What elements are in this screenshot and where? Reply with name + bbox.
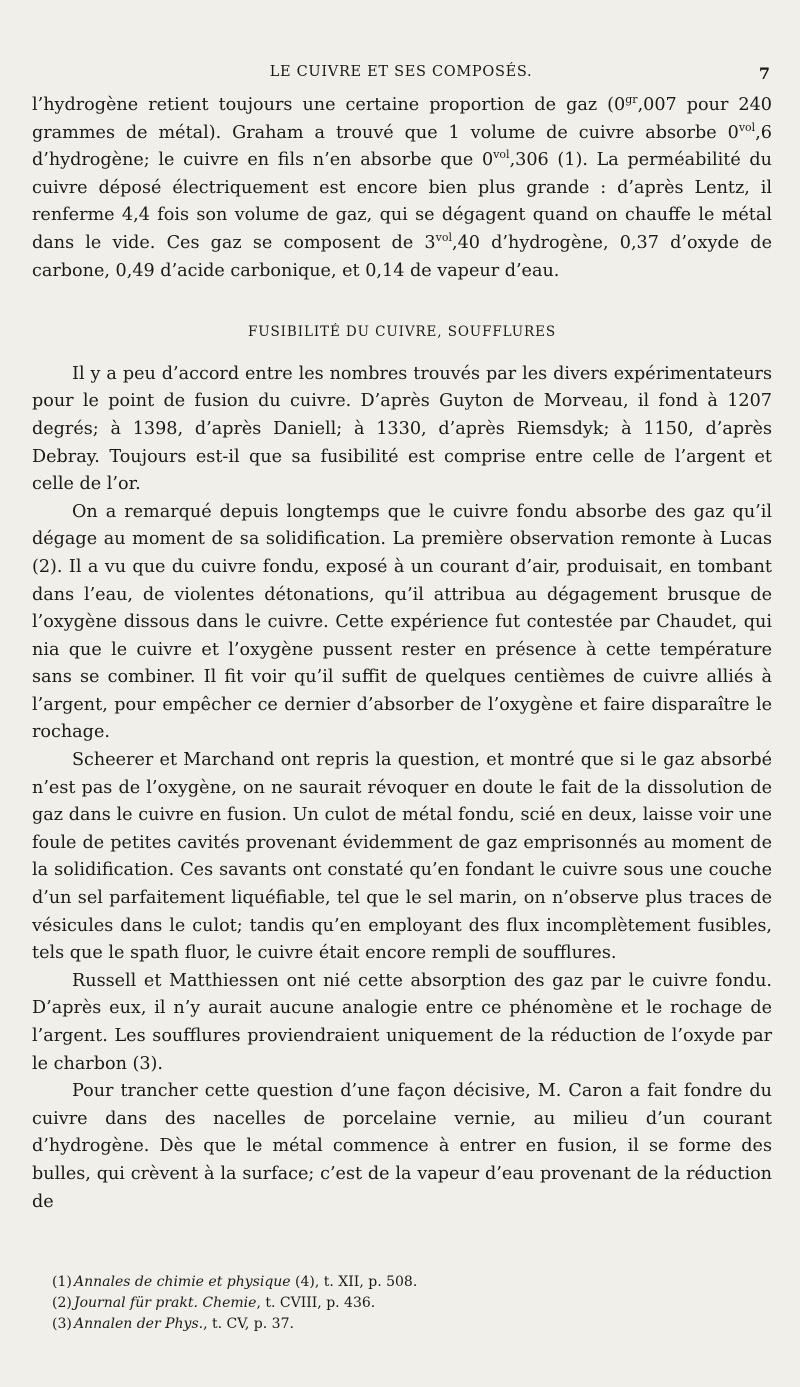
footnote-number: (1)	[52, 1274, 72, 1290]
footnote-source-title: Annalen der Phys.	[74, 1316, 204, 1332]
text-run: ,007 pour 240 grammes de métal). Graham a trouvé que 1 volume de cuivre absorbe 0	[32, 95, 772, 143]
paragraph: Pour trancher cette question d’une façon décisive, M. Caron a fait fondre du cuivre dans des nacelles de porcelaine vernie, au milieu d’un courant d’hydrogène. Dès que le métal commence à entrer en fusion, il se forme des bulles, qui crèvent à la surface; c’est de la vapeur d’eau provenant de la réduction de	[32, 1081, 772, 1212]
footnote-number: (2)	[52, 1295, 72, 1311]
footnote-source-title: Annales de chimie et physique	[74, 1274, 291, 1290]
section-heading: FUSIBILITÉ DU CUIVRE, SOUFFLURES	[247, 324, 556, 341]
superscript-unit: vol	[435, 230, 452, 244]
footnote	[52, 1272, 752, 1293]
paragraph: Il y a peu d’accord entre les nombres trouvés par les divers expérimentateurs pour le point de fusion du cuivre. D’après Guyton de Morveau, il fond à 1207 degrés; à 1398, d’après Daniell; à 1330, d’après Riemsdyk; à 1150, d’après Debray. Toujours est-il que sa fusibilité est comprise entre celle de l’argent et celle de l’or.	[32, 363, 772, 495]
text-run: ,40 d’hydrogène, 0,37 d’oxyde de carbone, 0,49 d’acide carbonique, et 0,14 de vapeur d’eau.	[32, 232, 772, 281]
page-number: 7	[758, 64, 770, 83]
footnote	[52, 1314, 752, 1335]
footnote	[52, 1293, 752, 1314]
paragraph: On a remarqué depuis longtemps que le cuivre fondu absorbe des gaz qu’il dégage au moment de sa solidification. La première observation remonte à Lucas (2). Il a vu que du cuivre fondu, exposé à un courant d’air, produisait, en tombant dans l’eau, de violentes détonations, qu’il attribua au dégagement brusque de l’oxygène dissous dans le cuivre. Cette expérience fut contestée par Chaudet, qui nia que le cuivre et l’oxygène pussent rester en présence à cette température sans se combiner. Il fit voir qu’il suffit de quelques centièmes de cuivre alliés à l’argent, pour empêcher ce dernier d’absorber de l’oxygène et faire disparaître le rochage.	[32, 501, 772, 743]
running-title: LE CUIVRE ET SES COMPOSÉS.	[269, 64, 533, 80]
paragraph-continued	[32, 92, 772, 285]
body-text	[32, 92, 772, 1216]
text-run: l’hydrogène retient toujours une certaine proportion de gaz (0	[32, 95, 626, 115]
footnotes	[52, 1272, 752, 1335]
footnote-reference: , t. CVIII, p. 436.	[256, 1295, 376, 1311]
paragraph: Scheerer et Marchand ont repris la question, et montré que si le gaz absorbé n’est pas de l’oxygène, on ne saurait révoquer en doute le fait de la dissolution de gaz dans le cuivre en fusion. Un culot de métal fondu, scié en deux, laisse voir une foule de petites cavités provenant évidemment de gaz emprisonnés au moment de la solidification. Ces savants ont constaté qu’en fondant le cuivre sous une couche d’un sel parfaitement liquéfiable, tel que le sel marin, on n’observe plus traces de vésicules dans le culot; tandis qu’en employant des flux incomplètement fusibles, tels que le spath fluor, le cuivre était encore rempli de soufflures.	[32, 750, 772, 964]
text-run: ,6 d’hydrogène; le cuivre en fils n’en absorbe que 0	[32, 122, 772, 171]
footnote-number: (3)	[52, 1316, 72, 1332]
text-run: ,306 (1). La perméabilité du cuivre déposé électriquement est encore bien plus grande : d’après Lentz, il renferme 4,4 fois son volume de gaz, qui se dégagent quand on chauffe le métal dans le vide. Ces gaz se composent de 3	[32, 150, 773, 253]
superscript-unit: gr	[625, 93, 638, 106]
superscript-unit: vol	[493, 148, 510, 162]
footnote-reference: , t. CV, p. 37.	[203, 1316, 294, 1332]
footnote-reference: (4), t. XII, p. 508.	[290, 1274, 418, 1290]
footnote-source-title: Journal für prakt. Chemie	[74, 1295, 257, 1311]
running-head	[32, 64, 770, 88]
superscript-unit: vol	[738, 120, 756, 134]
paragraph: Russell et Matthiessen ont nié cette absorption des gaz par le cuivre fondu. D’après eux, il n’y aurait aucune analogie entre ce phénomène et le rochage de l’argent. Les soufflures proviendraient uniquement de la réduction de l’oxyde par le charbon (3).	[32, 970, 772, 1074]
